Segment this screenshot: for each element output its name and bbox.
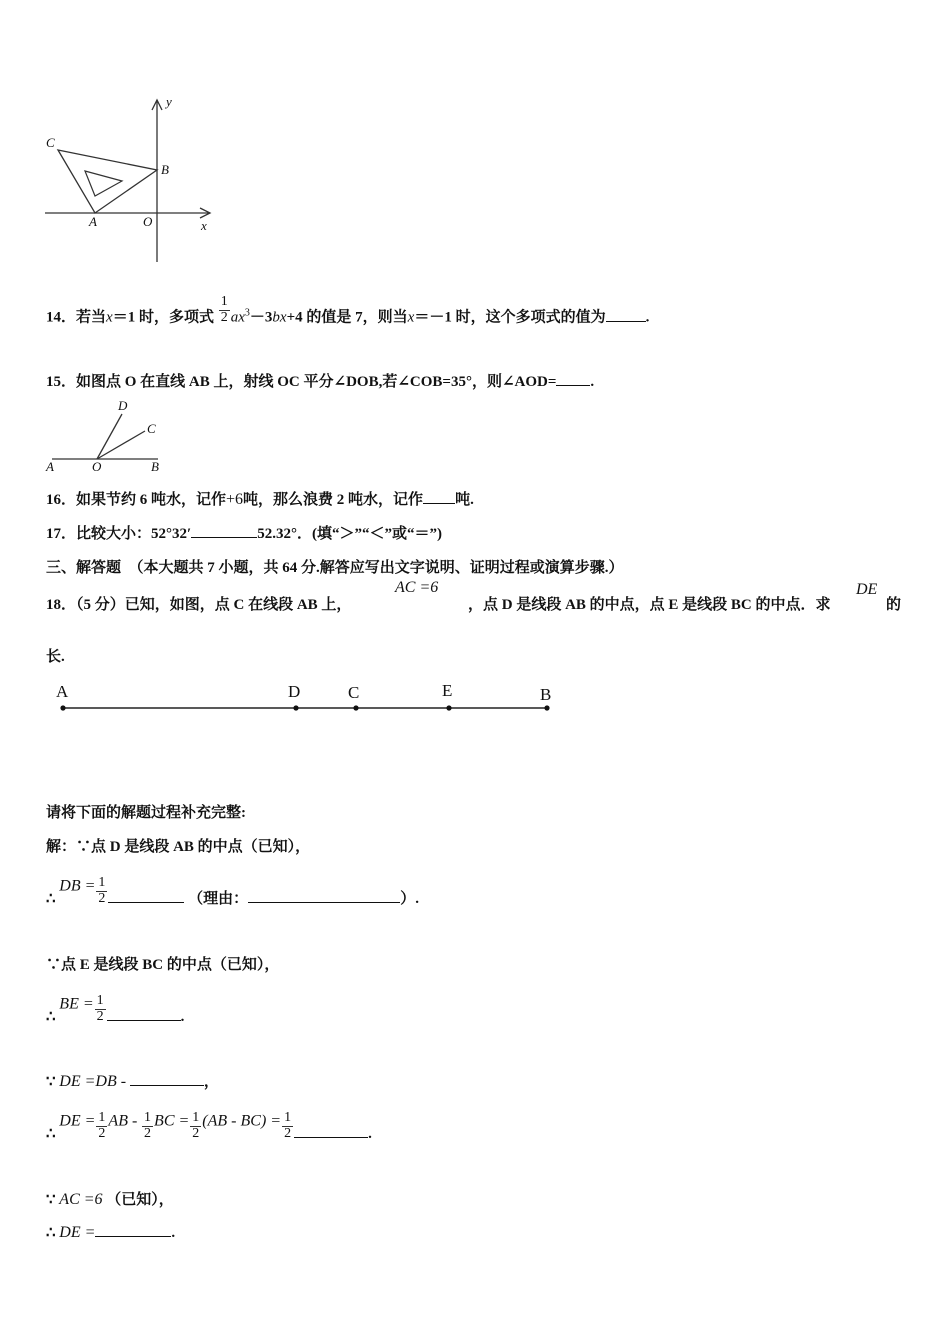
- solution-step-5: [46, 1070, 219, 1091]
- section-title: 三、解答题: [46, 560, 122, 576]
- db-blank[interactable]: [108, 888, 184, 903]
- q14-end: .: [645, 309, 650, 326]
- de-db-blank[interactable]: [130, 1071, 204, 1086]
- half-fraction: $\frac{1}{2}$: [192, 1110, 200, 1141]
- half-fraction: $\frac{1}{2}$: [284, 1110, 292, 1141]
- label-D: D: [118, 398, 128, 413]
- de-final-blank[interactable]: [95, 1222, 171, 1237]
- label-C: C: [46, 135, 55, 150]
- question-16: [46, 488, 474, 509]
- therefore-symbol: ∴: [46, 1225, 56, 1241]
- q16-value: +6: [226, 491, 244, 508]
- de-expr-a: DE =: [59, 1112, 96, 1130]
- label-O: O: [143, 214, 153, 229]
- de-final-expr: DE =: [59, 1224, 96, 1241]
- solution-step-6: [46, 1107, 372, 1142]
- label-y: y: [166, 94, 172, 109]
- because-symbol: ∵: [46, 1074, 56, 1090]
- question-14: [46, 294, 650, 333]
- point-D: [293, 705, 298, 710]
- q15-end: .: [590, 374, 595, 390]
- q18-line2: 长.: [46, 649, 65, 665]
- q18-pre: 18．（5 分）已知，如图，点 C 在线段 AB 上，: [46, 597, 352, 613]
- q14-exponent: 3: [244, 307, 250, 319]
- solution-step-3: ∵点 E 是线段 BC 的中点（已知），: [46, 957, 280, 973]
- segment-figure: [55, 698, 575, 718]
- reason-post: ）.: [400, 890, 419, 907]
- period: .: [171, 1225, 176, 1241]
- be-expr: BE =: [59, 995, 94, 1013]
- reason-blank[interactable]: [248, 888, 400, 903]
- section-desc: （本大题共 7 小题，共 64 分.解答应写出文字说明、证明过程或演算步骤.）: [128, 560, 624, 576]
- q14-var-b: b: [272, 309, 280, 326]
- point-C: [353, 705, 358, 710]
- seg-label-B: B: [540, 685, 552, 704]
- half-fraction: $\frac{1}{2}$: [144, 1110, 152, 1141]
- q17-mid: 52.32°．(填“＞”“＜”或“＝”): [257, 526, 442, 542]
- q14-pre: 若当: [76, 309, 107, 326]
- outer-triangle: [58, 150, 157, 213]
- label-A2: A: [46, 459, 54, 474]
- solution-step-7: [46, 1188, 174, 1209]
- q17-pre: 17．比较大小：52°32′: [46, 526, 192, 542]
- solution-step-8: [46, 1222, 175, 1242]
- therefore-symbol: ∴: [46, 1008, 56, 1025]
- comma: ，: [203, 1074, 219, 1090]
- q14-rest-b: +4 的值是 7，则当: [286, 309, 408, 326]
- q17-answer-blank[interactable]: [191, 523, 257, 538]
- q14-answer-blank[interactable]: [606, 307, 646, 322]
- label-O2: O: [92, 459, 102, 474]
- half-fraction: $\frac{1}{2}$: [98, 875, 106, 906]
- ab-minus: AB -: [108, 1112, 138, 1130]
- reason-pre: （理由：: [188, 890, 249, 907]
- period: .: [368, 1125, 372, 1142]
- q18-post: 的: [886, 597, 902, 613]
- label-B2: B: [151, 459, 159, 474]
- q14-term: ax: [230, 309, 245, 326]
- label-B: B: [161, 162, 169, 177]
- q14-var-x2: x: [279, 309, 287, 326]
- q16-pre: 16．如果节约 6 吨水，记作: [46, 492, 227, 508]
- solution-step-1: 解：∵点 D 是线段 AB 的中点（已知），: [46, 839, 311, 855]
- q16-end: 吨.: [455, 492, 474, 508]
- q18-mid-wrap: [468, 593, 831, 614]
- q14-rest-a: －3: [249, 309, 273, 326]
- ac-eq: AC =6: [59, 1191, 103, 1208]
- q16-mid: 吨，那么浪费 2 吨水，记作: [243, 492, 424, 508]
- label-A: A: [89, 214, 97, 229]
- section-3-heading: [46, 556, 624, 577]
- point-B: [544, 705, 549, 710]
- seg-label-E: E: [442, 681, 453, 700]
- db-expr: DB =: [59, 877, 96, 895]
- de-eq-expr: DE =DB -: [59, 1073, 127, 1090]
- bc-eq: BC =: [154, 1112, 190, 1130]
- q18-de: DE: [856, 581, 878, 598]
- q14-var-x: x: [106, 309, 113, 326]
- period: .: [180, 1008, 185, 1025]
- therefore-symbol: ∴: [46, 890, 56, 907]
- q14-var-x3: x: [407, 309, 415, 326]
- inner-triangle: [85, 171, 122, 196]
- solution-step-2: [46, 872, 419, 907]
- point-A: [60, 705, 65, 710]
- q15-answer-blank[interactable]: [556, 371, 590, 386]
- point-E: [446, 705, 451, 710]
- known-text: （已知），: [106, 1192, 174, 1208]
- because-symbol: ∵: [46, 1192, 56, 1208]
- coordinate-triangle-figure: [40, 95, 260, 265]
- q18-mid: ，点 D 是线段 AB 的中点，点 E 是线段 BC 的中点．求: [468, 597, 831, 613]
- label-x: x: [201, 218, 207, 233]
- question-18: [46, 593, 351, 614]
- seg-label-A: A: [56, 682, 69, 701]
- paren-expr: (AB - BC) =: [202, 1112, 282, 1130]
- solution-step-4: [46, 990, 185, 1025]
- q16-answer-blank[interactable]: [423, 489, 455, 504]
- solution-intro: 请将下面的解题过程补充完整:: [46, 805, 246, 821]
- half-fraction: $\frac{1}{2}$: [96, 993, 104, 1024]
- be-blank[interactable]: [107, 1006, 181, 1021]
- q14-eq1: ＝1 时，多项式: [112, 309, 214, 326]
- de-half-blank[interactable]: [294, 1123, 368, 1138]
- seg-label-D: D: [288, 682, 301, 701]
- label-C2: C: [147, 421, 156, 436]
- q14-fraction: $\frac{1}{2}$: [220, 294, 228, 325]
- therefore-symbol: ∴: [46, 1125, 56, 1142]
- q14-eq2: ＝－1 时，这个多项式的值为: [414, 309, 606, 326]
- question-17: [46, 522, 442, 543]
- seg-label-C: C: [348, 683, 360, 702]
- question-15: [46, 370, 594, 391]
- q18-ac: AC =6: [395, 579, 439, 596]
- q14-number: 14．: [46, 309, 77, 326]
- half-fraction: $\frac{1}{2}$: [98, 1110, 106, 1141]
- q15-text: 15．如图点 O 在直线 AB 上，射线 OC 平分∠DOB,若∠COB=35°，则∠AOD=: [46, 374, 557, 390]
